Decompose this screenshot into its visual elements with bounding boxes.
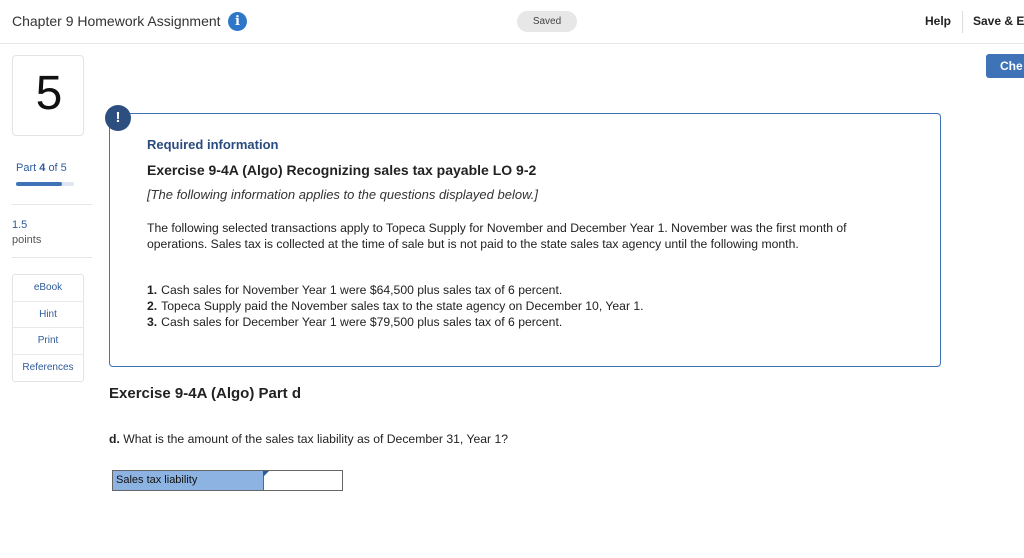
list-item-number: 3. — [147, 315, 158, 329]
required-info-heading: Required information — [147, 137, 279, 152]
list-item — [147, 282, 907, 298]
list-item-text: Cash sales for November Year 1 were $64,500 plus sales tax of 6 percent. — [161, 283, 563, 297]
part-prefix: Part — [16, 162, 37, 174]
resource-list — [12, 274, 84, 382]
list-item-text: Topeca Supply paid the November sales tax to the state agency on December 10, Year 1. — [161, 299, 644, 313]
check-my-work-button[interactable]: Che — [986, 54, 1024, 78]
help-button[interactable]: Help — [925, 14, 952, 28]
applies-note: [The following information applies to the questions displayed below.] — [147, 187, 538, 202]
required-information-box — [109, 113, 941, 367]
question-letter: d. — [109, 432, 120, 446]
part-total: of 5 — [48, 162, 67, 174]
top-header — [0, 0, 1024, 44]
ebook-link[interactable]: eBook — [13, 275, 83, 302]
exercise-title: Exercise 9-4A (Algo) Recognizing sales tax payable LO 9-2 — [147, 162, 537, 178]
saved-status-badge: Saved — [517, 11, 577, 32]
sales-tax-liability-label: Sales tax liability — [113, 471, 263, 490]
list-item-number: 2. — [147, 299, 158, 313]
alert-icon: ! — [105, 105, 131, 131]
question-number: 5 — [35, 67, 63, 120]
input-marker-icon — [263, 471, 269, 477]
part-progress-fill — [16, 182, 62, 186]
hint-link[interactable]: Hint — [13, 302, 83, 329]
list-item — [147, 314, 907, 330]
part-indicator — [16, 162, 67, 174]
question-number-box — [12, 55, 84, 136]
print-link[interactable]: Print — [13, 328, 83, 355]
sidebar-divider — [12, 204, 92, 205]
assignment-title: Chapter 9 Homework Assignment — [12, 13, 221, 29]
references-link[interactable]: References — [22, 361, 74, 373]
list-item — [147, 298, 907, 314]
transaction-list — [147, 282, 907, 330]
list-item-number: 1. — [147, 283, 158, 297]
list-item-text: Cash sales for December Year 1 were $79,500 plus sales tax of 6 percent. — [161, 315, 563, 329]
sidebar-divider — [12, 257, 92, 258]
part-current: 4 — [39, 162, 46, 174]
save-exit-button[interactable]: Save & E — [973, 14, 1024, 28]
sales-tax-liability-input[interactable] — [263, 471, 342, 490]
part-title: Exercise 9-4A (Algo) Part d — [109, 385, 302, 402]
question-body: What is the amount of the sales tax liability as of December 31, Year 1? — [123, 432, 509, 446]
points-value: 1.5 — [12, 219, 28, 231]
points-label: points — [12, 234, 42, 246]
header-divider — [962, 11, 963, 33]
answer-row — [112, 470, 343, 491]
exercise-description: The following selected transactions apply to Topeca Supply for November and December Year 1. November was the first month of operations. Sales tax is collected at the time of sale but is not paid to the state sales tax agency until the following month. — [147, 221, 847, 251]
part-progress-bar — [16, 182, 74, 186]
info-icon[interactable]: i — [228, 12, 247, 31]
question-text — [109, 432, 508, 446]
